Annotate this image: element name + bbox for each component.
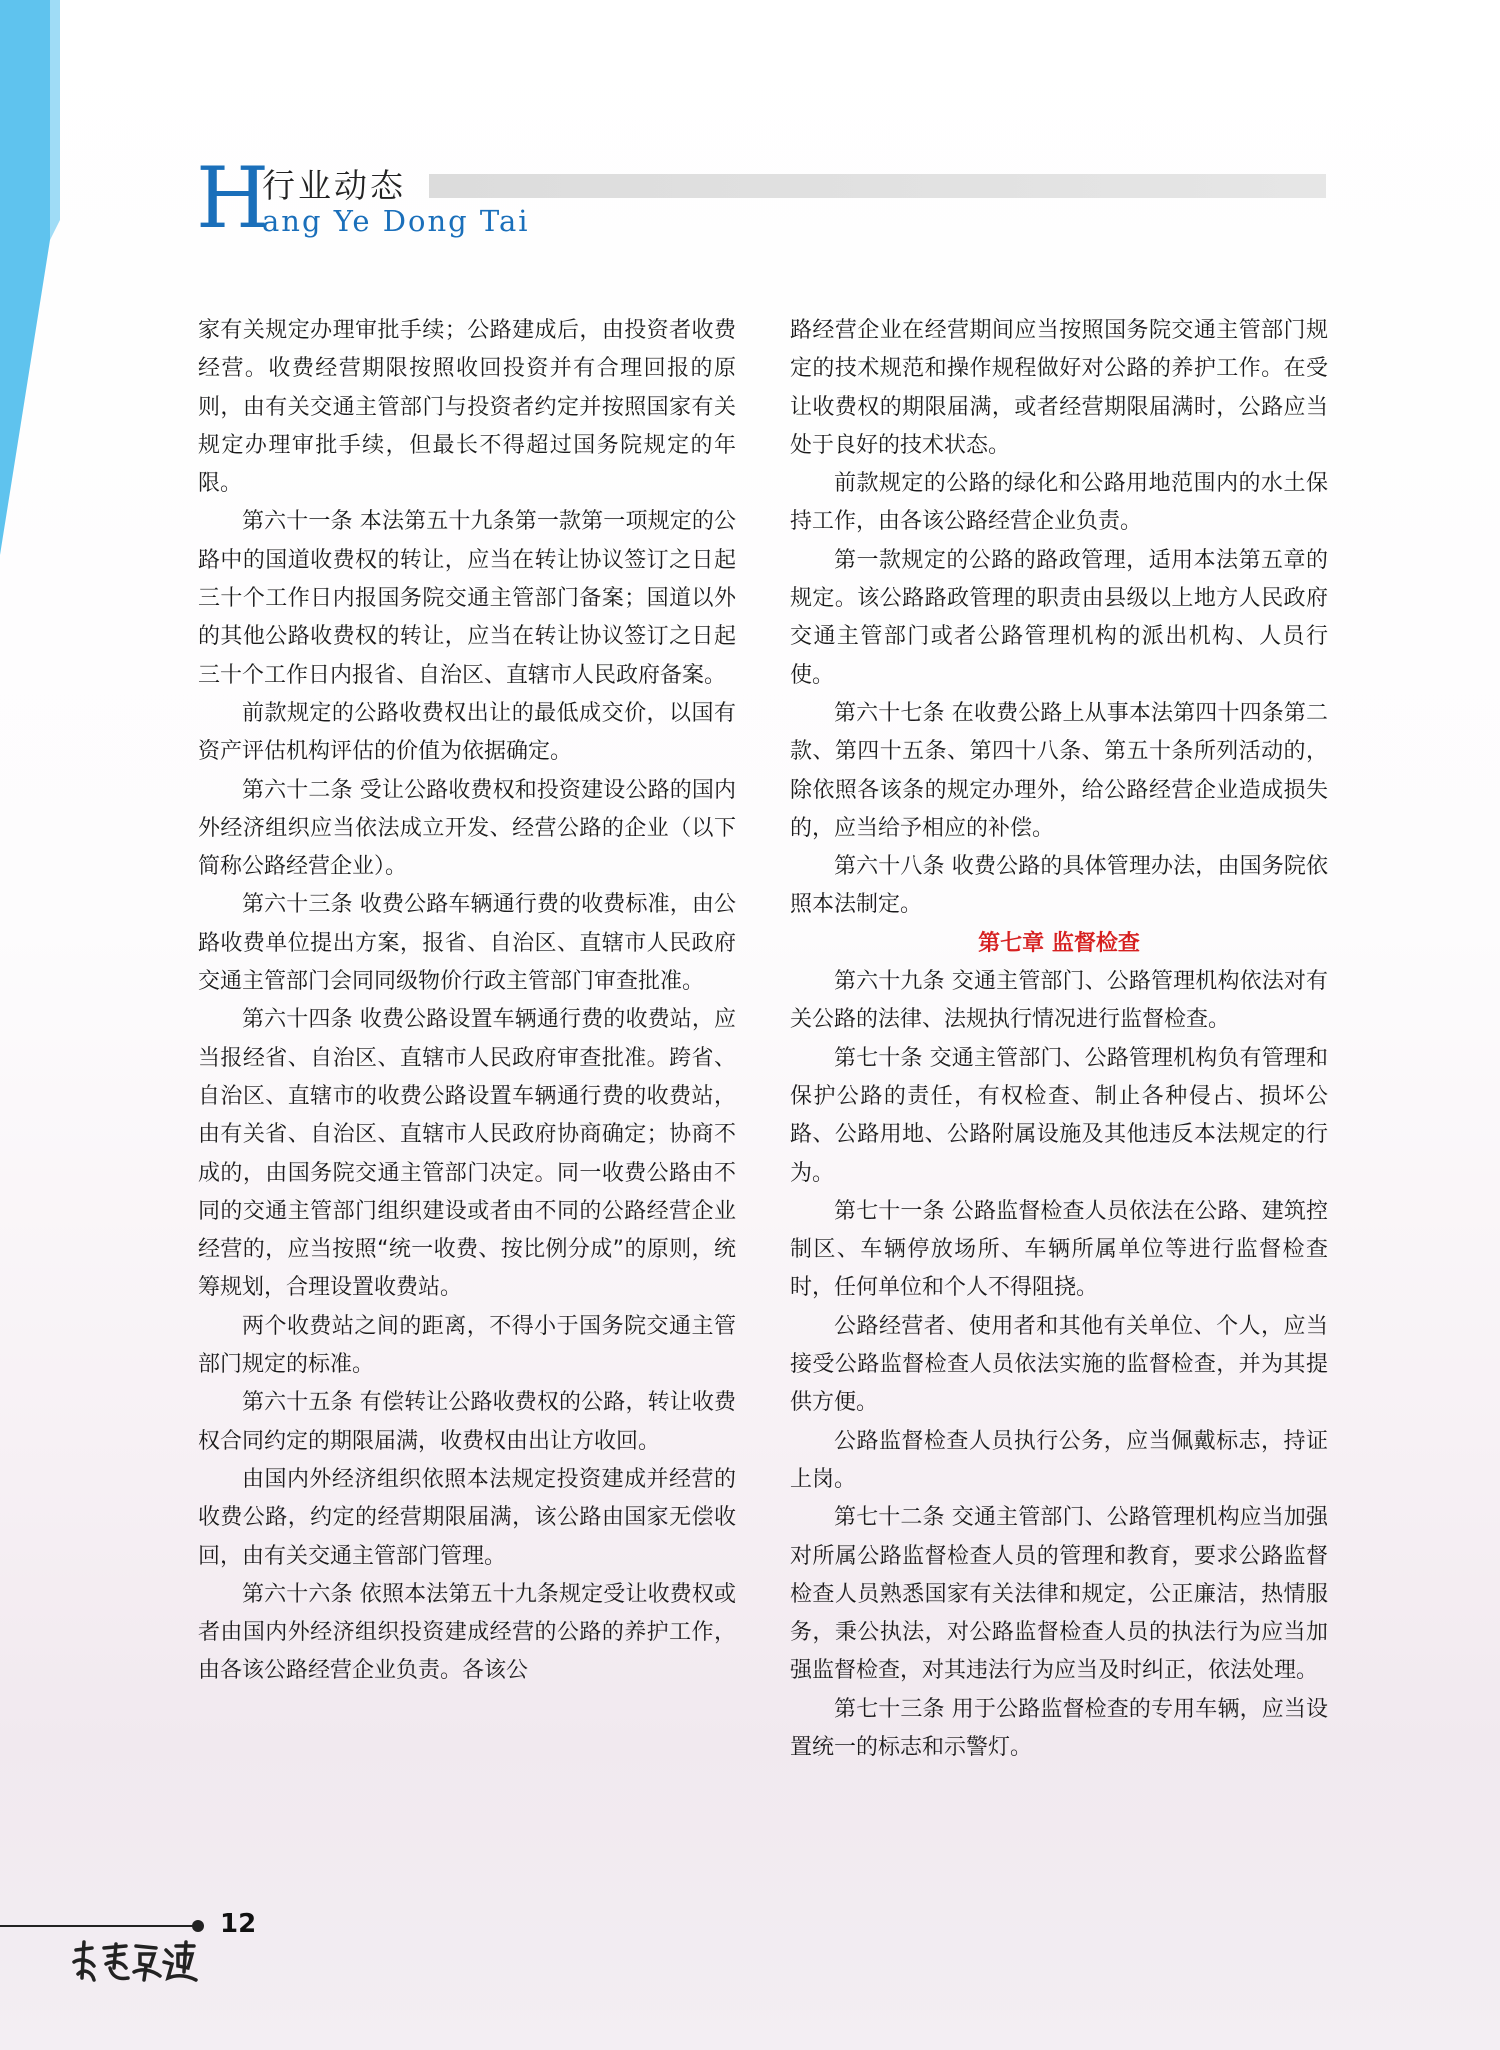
paragraph: 第六十五条 有偿转让公路收费权的公路，转让收费权合同约定的期限届满，收费权由出让方收回。 (198, 1390, 736, 1454)
right-text-column (790, 312, 1328, 1767)
paragraph: 第七十二条 交通主管部门、公路管理机构应当加强对所属公路监督检查人员的管理和教育，要求公路监督检查人员熟悉国家有关法律和规定，公正廉洁，热情服务，秉公执法，对公路监督检查人员的执法行为应当加强监督检查，对其违法行为应当及时纠正，依法处理。 (790, 1505, 1328, 1684)
paragraph: 第一款规定的公路的路政管理，适用本法第五章的规定。该公路路政管理的职责由县级以上地方人民政府交通主管部门或者公路管理机构的派出机构、人员行使。 (790, 547, 1328, 688)
paragraph: 家有关规定办理审批手续；公路建成后，由投资者收费经营。收费经营期限按照收回投资并有合理回报的原则，由有关交通主管部门与投资者约定并按照国家有关规定办理审批手续，但最长不得超过国务院规定的年限。 (198, 318, 736, 497)
chapter-heading: 第七章 监督检查 (978, 930, 1140, 956)
paragraph: 第六十六条 依照本法第五十九条规定受让收费权或者由国内外经济组织投资建成经营的公路的养护工作，由各该公路经营企业负责。各该公 (198, 1581, 736, 1684)
footer-dot (192, 1920, 204, 1932)
paragraph: 由国内外经济组织依照本法规定投资建成并经营的收费公路，约定的经营期限届满，该公路由国家无偿收回，由有关交通主管部门管理。 (198, 1466, 736, 1569)
paragraph: 两个收费站之间的距离，不得小于国务院交通主管部门规定的标准。 (198, 1313, 736, 1378)
paragraph: 第六十一条 本法第五十九条第一款第一项规定的公路中的国道收费权的转让，应当在转让协议签订之日起三十个工作日内报国务院交通主管部门备案；国道以外的其他公路收费权的转让，应当在转让协议签订之日起三十个工作日内报省、自治区、直辖市人民政府备案。 (198, 509, 736, 688)
paragraph: 前款规定的公路的绿化和公路用地范围内的水土保持工作，由各该公路经营企业负责。 (790, 471, 1328, 535)
magazine-logo-signature (70, 1938, 200, 1984)
header-title-pinyin: ang Ye Dong Tai (262, 204, 530, 238)
header-title-chinese: 行业动态 (262, 166, 406, 205)
paragraph: 第六十八条 收费公路的具体管理办法，由国务院依照本法制定。 (790, 854, 1328, 918)
paragraph: 第七十三条 用于公路监督检查的专用车辆，应当设置统一的标志和示警灯。 (790, 1696, 1328, 1760)
paragraph: 前款规定的公路收费权出让的最低成交价，以国有资产评估机构评估的价值为依据确定。 (198, 700, 736, 765)
header-initial-letter: H (196, 149, 270, 247)
paragraph: 第七十一条 公路监督检查人员依法在公路、建筑控制区、车辆停放场所、车辆所属单位等进行监督检查时，任何单位和个人不得阻挠。 (790, 1198, 1328, 1301)
paragraph: 公路监督检查人员执行公务，应当佩戴标志，持证上岗。 (790, 1428, 1328, 1492)
footer-rule (0, 1925, 198, 1927)
left-text-column (198, 312, 736, 1691)
section-header (196, 149, 1326, 247)
decorative-blue-stripe (0, 0, 60, 2050)
paragraph: 第六十三条 收费公路车辆通行费的收费标准，由公路收费单位提出方案，报省、自治区、直辖市人民政府交通主管部门会同同级物价行政主管部门审查批准。 (198, 892, 736, 995)
paragraph: 第六十二条 受让公路收费权和投资建设公路的国内外经济组织应当依法成立开发、经营公路的企业（以下简称公路经营企业）。 (198, 777, 736, 880)
header-rule-bar (429, 174, 1326, 198)
paragraph: 第六十四条 收费公路设置车辆通行费的收费站，应当报经省、自治区、直辖市人民政府审查批准。跨省、自治区、直辖市的收费公路设置车辆通行费的收费站，由有关省、自治区、直辖市人民政府协商确定；协商不成的，由国务院交通主管部门决定。同一收费公路由不同的交通主管部门组织建设或者由不同的公路经营企业经营的，应当按照“统一收费、按比例分成”的原则，统筹规划，合理设置收费站。 (198, 1007, 736, 1301)
paragraph: 路经营企业在经营期间应当按照国务院交通主管部门规定的技术规范和操作规程做好对公路的养护工作。在受让收费权的期限届满，或者经营期限届满时，公路应当处于良好的技术状态。 (790, 318, 1328, 458)
paragraph: 公路经营者、使用者和其他有关单位、个人，应当接受公路监督检查人员依法实施的监督检查，并为其提供方便。 (790, 1313, 1328, 1416)
paragraph: 第六十七条 在收费公路上从事本法第四十四条第二款、第四十五条、第四十八条、第五十条所列活动的，除依照各该条的规定办理外，给公路经营企业造成损失的，应当给予相应的补偿。 (790, 700, 1328, 841)
page-number: 12 (220, 1909, 257, 1939)
paragraph: 第六十九条 交通主管部门、公路管理机构依法对有关公路的法律、法规执行情况进行监督检查。 (790, 969, 1328, 1033)
paragraph: 第七十条 交通主管部门、公路管理机构负有管理和保护公路的责任，有权检查、制止各种侵占、损坏公路、公路用地、公路附属设施及其他违反本法规定的行为。 (790, 1045, 1328, 1186)
